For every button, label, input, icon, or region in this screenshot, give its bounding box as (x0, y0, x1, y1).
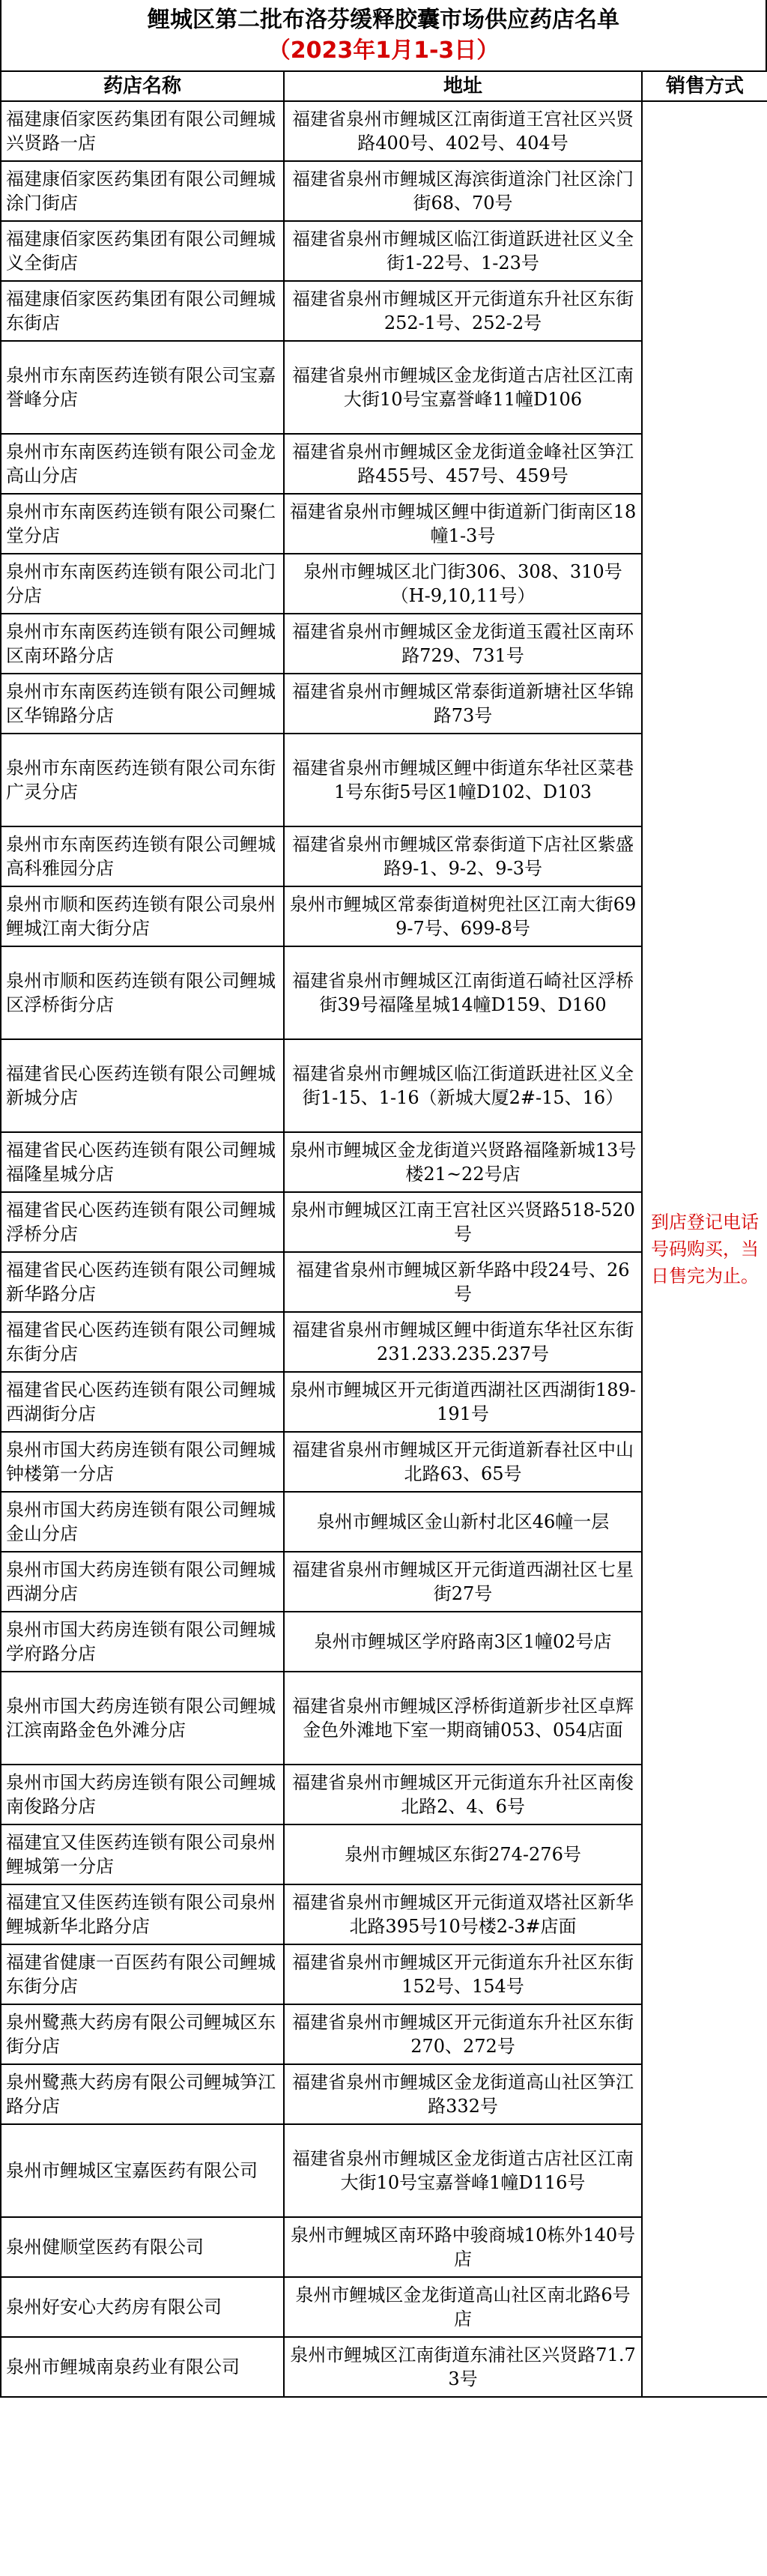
pharmacy-name-cell: 福建省民心医药连锁有限公司鲤城东街分店 (1, 1312, 284, 1372)
pharmacy-name-cell: 福建省民心医药连锁有限公司鲤城西湖街分店 (1, 1372, 284, 1432)
pharmacy-name-cell: 泉州市东南医药连锁有限公司鲤城区华锦路分店 (1, 674, 284, 734)
pharmacy-address-cell: 泉州市鲤城区金龙街道兴贤路福隆新城13号楼21~22号店 (284, 1132, 642, 1192)
pharmacy-name-cell: 泉州市鲤城区宝嘉医药有限公司 (1, 2124, 284, 2217)
pharmacy-address-cell: 泉州市鲤城区南环路中骏商城10栋外140号店 (284, 2217, 642, 2277)
pharmacy-name-cell: 泉州健顺堂医药有限公司 (1, 2217, 284, 2277)
pharmacy-address-cell: 泉州市鲤城区江南王宫社区兴贤路518-520号 (284, 1192, 642, 1252)
pharmacy-address-cell: 福建省泉州市鲤城区开元街道东升社区东街270、272号 (284, 2004, 642, 2064)
pharmacy-name-cell: 福建省健康一百医药有限公司鲤城东街分店 (1, 1944, 284, 2004)
pharmacy-address-cell: 福建省泉州市鲤城区新华路中段24号、26号 (284, 1252, 642, 1312)
pharmacy-name-cell: 福建康佰家医药集团有限公司鲤城东街店 (1, 281, 284, 341)
pharmacy-address-cell: 泉州市鲤城区金山新村北区46幢一层 (284, 1492, 642, 1552)
pharmacy-address-cell: 福建省泉州市鲤城区鲤中街道新门街南区18幢1-3号 (284, 494, 642, 554)
pharmacy-address-cell: 泉州市鲤城区金龙街道高山社区南北路6号店 (284, 2277, 642, 2337)
page-subtitle: （2023年1月1-3日） (267, 37, 500, 64)
pharmacy-address-cell: 福建省泉州市鲤城区金龙街道古店社区江南大街10号宝嘉誉峰11幢D106 (284, 341, 642, 434)
pharmacy-address-cell: 福建省泉州市鲤城区临江街道跃进社区义全街1-22号、1-23号 (284, 221, 642, 281)
pharmacy-name-cell: 泉州市顺和医药连锁有限公司泉州鲤城江南大街分店 (1, 886, 284, 946)
pharmacy-name-cell: 福建省民心医药连锁有限公司鲤城福隆星城分店 (1, 1132, 284, 1192)
pharmacy-address-cell: 福建省泉州市鲤城区鲤中街道东华社区东街231.233.235.237号 (284, 1312, 642, 1372)
page-title: 鲤城区第二批布洛芬缓释胶囊市场供应药店名单 (148, 7, 619, 33)
pharmacy-name-cell: 泉州市东南医药连锁有限公司鲤城区南环路分店 (1, 614, 284, 674)
pharmacy-name-cell: 福建宜又佳医药连锁有限公司泉州鲤城新华北路分店 (1, 1884, 284, 1944)
pharmacy-address-cell: 泉州市鲤城区东街274-276号 (284, 1824, 642, 1884)
pharmacy-name-cell: 泉州市东南医药连锁有限公司北门分店 (1, 554, 284, 614)
pharmacy-name-cell: 福建康佰家医药集团有限公司鲤城义全街店 (1, 221, 284, 281)
pharmacy-address-cell: 泉州市鲤城区开元街道西湖社区西湖街189-191号 (284, 1372, 642, 1432)
pharmacy-name-cell: 泉州市国大药房连锁有限公司鲤城钟楼第一分店 (1, 1432, 284, 1492)
sales-method-cell: 到店登记电话号码购买，当日售完为止。 (642, 101, 767, 2397)
pharmacy-address-cell: 福建省泉州市鲤城区鲤中街道东华社区菜巷1号东街5号区1幢D102、D103 (284, 734, 642, 826)
pharmacy-address-cell: 泉州市鲤城区江南街道东浦社区兴贤路71.73号 (284, 2337, 642, 2397)
pharmacy-name-cell: 福建省民心医药连锁有限公司鲤城浮桥分店 (1, 1192, 284, 1252)
pharmacy-address-cell: 福建省泉州市鲤城区开元街道东升社区南俊北路2、4、6号 (284, 1765, 642, 1824)
pharmacy-name-cell: 泉州市东南医药连锁有限公司金龙高山分店 (1, 434, 284, 494)
pharmacy-address-cell: 福建省泉州市鲤城区开元街道东升社区东街152号、154号 (284, 1944, 642, 2004)
pharmacy-name-cell: 泉州市国大药房连锁有限公司鲤城学府路分店 (1, 1612, 284, 1672)
pharmacy-name-cell: 泉州市国大药房连锁有限公司鲤城西湖分店 (1, 1552, 284, 1612)
pharmacy-address-cell: 福建省泉州市鲤城区江南街道石崎社区浮桥街39号福隆星城14幢D159、D160 (284, 946, 642, 1039)
pharmacy-address-cell: 福建省泉州市鲤城区江南街道王宫社区兴贤路400号、402号、404号 (284, 101, 642, 161)
pharmacy-name-cell: 泉州市东南医药连锁有限公司东街广灵分店 (1, 734, 284, 826)
pharmacy-name-cell: 福建康佰家医药集团有限公司鲤城兴贤路一店 (1, 101, 284, 161)
pharmacy-name-cell: 泉州市国大药房连锁有限公司鲤城金山分店 (1, 1492, 284, 1552)
pharmacy-address-cell: 泉州市鲤城区常泰街道树兜社区江南大街699-7号、699-8号 (284, 886, 642, 946)
column-header-sales: 销售方式 (642, 71, 767, 101)
column-header-address: 地址 (284, 71, 642, 101)
pharmacy-address-cell: 福建省泉州市鲤城区海滨街道涂门社区涂门街68、70号 (284, 161, 642, 221)
pharmacy-name-cell: 泉州鹭燕大药房有限公司鲤城笋江路分店 (1, 2064, 284, 2124)
pharmacy-name-cell: 福建省民心医药连锁有限公司鲤城新华路分店 (1, 1252, 284, 1312)
pharmacy-address-cell: 福建省泉州市鲤城区常泰街道下店社区紫盛路9-1、9-2、9-3号 (284, 826, 642, 886)
pharmacy-name-cell: 福建宜又佳医药连锁有限公司泉州鲤城第一分店 (1, 1824, 284, 1884)
pharmacy-address-cell: 福建省泉州市鲤城区浮桥街道新步社区卓辉金色外滩地下室一期商铺053、054店面 (284, 1672, 642, 1765)
pharmacy-address-cell: 福建省泉州市鲤城区临江街道跃进社区义全街1-15、1-16（新城大厦2#-15、16） (284, 1039, 642, 1132)
pharmacy-name-cell: 泉州市东南医药连锁有限公司宝嘉誉峰分店 (1, 341, 284, 434)
column-header-name: 药店名称 (1, 71, 284, 101)
pharmacy-name-cell: 泉州市顺和医药连锁有限公司鲤城区浮桥街分店 (1, 946, 284, 1039)
pharmacy-name-cell: 泉州好安心大药房有限公司 (1, 2277, 284, 2337)
pharmacy-address-cell: 福建省泉州市鲤城区开元街道西湖社区七星街27号 (284, 1552, 642, 1612)
table-row (1, 101, 767, 161)
pharmacy-address-cell: 福建省泉州市鲤城区金龙街道高山社区笋江路332号 (284, 2064, 642, 2124)
pharmacy-address-cell: 福建省泉州市鲤城区开元街道东升社区东街252-1号、252-2号 (284, 281, 642, 341)
table-body (1, 101, 767, 2397)
table-header-row (1, 71, 767, 101)
pharmacy-address-cell: 福建省泉州市鲤城区常泰街道新塘社区华锦路73号 (284, 674, 642, 734)
pharmacy-name-cell: 泉州市东南医药连锁有限公司鲤城高科雅园分店 (1, 826, 284, 886)
pharmacy-name-cell: 泉州市鲤城南泉药业有限公司 (1, 2337, 284, 2397)
pharmacy-name-cell: 泉州市东南医药连锁有限公司聚仁堂分店 (1, 494, 284, 554)
pharmacy-address-cell: 福建省泉州市鲤城区开元街道双塔社区新华北路395号10号楼2-3#店面 (284, 1884, 642, 1944)
pharmacy-address-cell: 泉州市鲤城区学府路南3区1幢02号店 (284, 1612, 642, 1672)
pharmacy-address-cell: 泉州市鲤城区北门街306、308、310号（H-9,10,11号） (284, 554, 642, 614)
pharmacy-name-cell: 泉州市国大药房连锁有限公司鲤城南俊路分店 (1, 1765, 284, 1824)
pharmacy-address-cell: 福建省泉州市鲤城区开元街道新春社区中山北路63、65号 (284, 1432, 642, 1492)
pharmacy-name-cell: 福建康佰家医药集团有限公司鲤城涂门街店 (1, 161, 284, 221)
pharmacy-name-cell: 泉州鹭燕大药房有限公司鲤城区东街分店 (1, 2004, 284, 2064)
title-block (0, 0, 767, 70)
pharmacy-table (0, 70, 767, 2398)
pharmacy-address-cell: 福建省泉州市鲤城区金龙街道金峰社区笋江路455号、457号、459号 (284, 434, 642, 494)
pharmacy-address-cell: 福建省泉州市鲤城区金龙街道玉霞社区南环路729、731号 (284, 614, 642, 674)
pharmacy-name-cell: 泉州市国大药房连锁有限公司鲤城江滨南路金色外滩分店 (1, 1672, 284, 1765)
pharmacy-address-cell: 福建省泉州市鲤城区金龙街道古店社区江南大街10号宝嘉誉峰1幢D116号 (284, 2124, 642, 2217)
pharmacy-name-cell: 福建省民心医药连锁有限公司鲤城新城分店 (1, 1039, 284, 1132)
